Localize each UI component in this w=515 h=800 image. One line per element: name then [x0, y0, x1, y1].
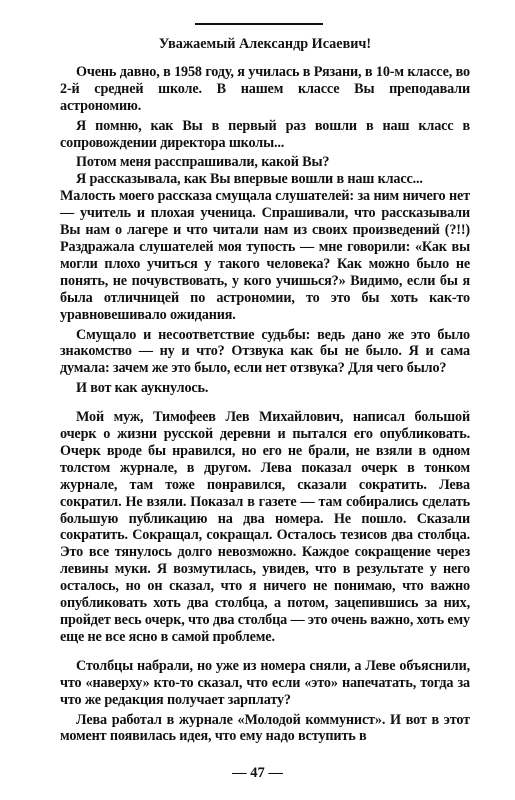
- letter-salutation: Уважаемый Александр Исаевич!: [158, 36, 372, 52]
- paragraph: Столбцы набрали, но уже из номера сняли, а Леве объяснили, что «наверху» кто-то сказал, что если «это» напечатать, тогда за что же редакция получает зарплату?: [60, 657, 470, 708]
- page-body: [60, 36, 470, 745]
- paragraph: Потом меня расспрашивали, какой Вы?: [76, 154, 330, 171]
- paragraph: Смущало и несоответствие судьбы: ведь дано же это было знакомство — ну и что? Отзвука как бы не было. Я и сама думала: зачем же это было, если нет отзвука? Для чего было?: [60, 326, 470, 377]
- paragraph: Мой муж, Тимофеев Лев Михайлович, написал большой очерк о жизни русской деревни и пытался его опубликовать. Очерк вроде бы нравился, но его не брали, не взяли в одном толстом журнале, в другом. Лева показал очерк в тонком журнале, там тоже понравился, сказали сократить. Лева сократил. Не взяли. Показал в газете — там собирались сделать большую публикацию на два номера. Не пошло. Сказали сократить. Сокращал, сокращал. Осталось тезисов два столбца. Это все тянулось долго невозможно. Каждое сокращение через левины муки. Я возмутилась, увидев, что в результате у него осталось, но он сказал, что я ничего не понимаю, что важно опубликовать хоть два столбца, а потом, зацепившись за них, пройдет весь очерк, что два столбца — это очень важно, хоть ему еще не все ясно в самой проблеме.: [60, 409, 470, 645]
- paragraph: Малость моего рассказа смущала слушателей: за ним ничего нет — учитель и плохая ученица. Спрашивали, что рассказывали Вы нам о лагере и что читали нам из своих произведений (?!!) Раздражала слушателей моя тупость — мне говорили: «Как вы могли плохо учиться у такого человека? Как можно было не понять, не почувствовать, у кого учишься?» Видимо, если бы я была отличницей по астрономии, то это бы хоть как-то уравновешивало ожидания.: [60, 188, 470, 323]
- paragraph: Лева работал в журнале «Молодой коммунист». И вот в этот момент появилась идея, что ему надо вступить в: [60, 711, 470, 745]
- top-rule: [195, 23, 323, 25]
- paragraph: И вот как аукнулось.: [76, 380, 209, 397]
- paragraph: Я помню, как Вы в первый раз вошли в наш класс в сопровождении директора школы...: [60, 117, 470, 151]
- paragraph: Очень давно, в 1958 году, я училась в Рязани, в 10-м классе, во 2-й средней школе. В нашем классе Вы преподавали астрономию.: [60, 63, 470, 114]
- paragraph: Я рассказывала, как Вы впервые вошли в наш класс...: [76, 171, 423, 188]
- page-number: — 47 —: [232, 765, 283, 781]
